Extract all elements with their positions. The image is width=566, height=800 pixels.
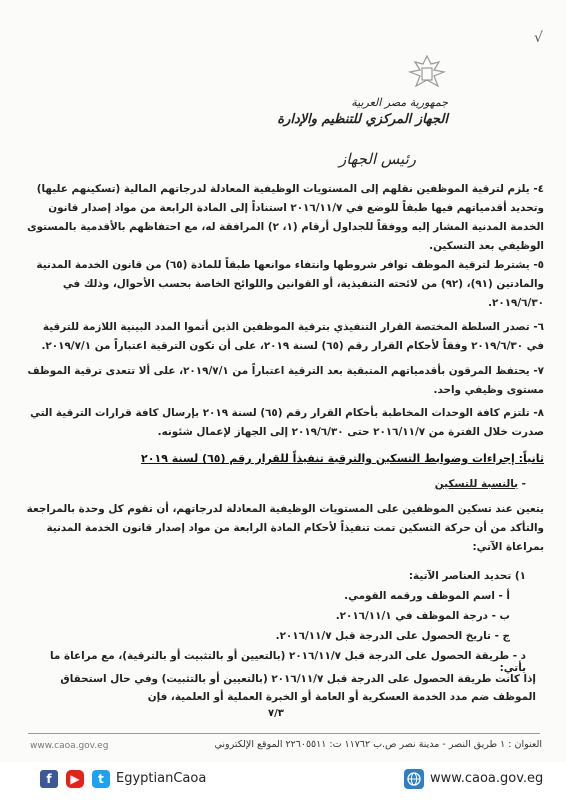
list-bullet-item: إذا كانت طريقة الحصول على الدرجة قبل ٢٠١٦/١١/٧ (بالتعيين أو بالتثبيت) وفي حال استحقاق الموظف ضم مدد الخدمة العسكرية أو العامة أو الخبرة العملية أو العلمية، فإن	[60, 673, 536, 703]
globe-icon[interactable]	[404, 769, 424, 789]
paragraph-text: يشترط لترقية الموظف توافر شروطها وانتفاء موانعها طبقاً للمادة (٦٥) من قانون الخدمة المدنية والمادتين (٩١)، (٩٢) من لائحته التنفيذية، أو القوانين واللوائح الخاصة بحسب الأحوال، وذلك في ٢٠١٩/٦/٣٠.	[36, 259, 544, 309]
paragraph-8	[24, 404, 544, 442]
paragraph-6	[24, 318, 544, 356]
list-item: أ - اسم الموظف ورقمه القومي.	[344, 590, 510, 602]
paragraph-5	[24, 256, 544, 313]
youtube-icon[interactable]: ▶	[66, 770, 84, 788]
social-handle[interactable]: EgyptianCaoa	[116, 771, 207, 786]
list-item: د - طريقة الحصول على الدرجة قبل ٢٠١٦/١١/٧ (بالتعيين أو بالتثبيت أو بالترقية)، مع مراعاة ما يأتي:	[50, 650, 526, 674]
list-heading: ١) تحديد العناصر الآتية:	[408, 570, 526, 582]
subsection-title: بالنسبة للتسكين	[434, 478, 519, 490]
subsection-text: يتعين عند تسكين الموظفين على المستويات الوظيفية المعادلة لدرجاتهم، أن تقوم كل وحدة بالمراجعة والتأكد من أن حركة التسكين تمت تنفيذاً لأحكام المادة الرابعة من مواد إصدار قانون الخدمة المدنية بمراعاة الآتي:	[26, 503, 544, 553]
paragraph-number: ٤-	[533, 183, 544, 195]
paragraph-number: ٨-	[533, 407, 544, 419]
paragraph-number: ٦-	[533, 321, 544, 333]
paragraph-7	[24, 362, 544, 400]
list-item: ج - تاريخ الحصول على الدرجة قبل ٢٠١٦/١١/٧.	[275, 630, 510, 642]
facebook-icon[interactable]: f	[40, 770, 58, 788]
paragraph-number: ٧-	[533, 365, 544, 377]
section-title: ثانياً: إجراءات وضوابط التسكين والترقية تنفيذاً للقرار رقم (٦٥) لسنة ٢٠١٩	[141, 452, 544, 465]
paragraph-4	[24, 180, 544, 256]
country-name: جمهورية مصر العربية	[351, 96, 448, 109]
twitter-icon[interactable]: t	[92, 770, 110, 788]
paragraph-text: يحتفظ المرقون بأقدمياتهم المتبقية بعد الترقية اعتباراً من ٢٠١٩/٧/١، على ألا تتعدى ترقية الموظف مستوى وظيفي واحد.	[27, 365, 544, 396]
footer-address: العنوان : ١ طريق النصر - مدينة نصر ص.ب ١١٧٦٢ ت: ٢٢٦٠٥٥١١ الموقع الإلكتروني	[214, 739, 542, 750]
paragraph-text: تصدر السلطة المختصة القرار التنفيذي بترقية الموظفين الذين أتموا المدد البينية اللازمة للترقية في ٢٠١٩/٦/٣٠ وفقاً لأحكام القرار رقم (٦٥) لسنة ٢٠١٩، على أن تكون الترقية اعتباراً من ٢٠١٩/٧/١.	[41, 321, 544, 352]
list-item: ب - درجة الموظف في ٢٠١٦/١١/١.	[335, 610, 510, 622]
subsection-heading	[435, 478, 526, 490]
paragraph-text: تلتزم كافة الوحدات المخاطبة بأحكام القرار رقم (٦٥) لسنة ٢٠١٩ بإرسال كافة قرارات الترقية التي صدرت خلال الفترة من ٢٠١٦/١١/٧ حتى ٢٠١٩/٦/٣٠ إلى الجهاز لإعمال شئونه.	[30, 407, 544, 438]
check-mark: √	[534, 30, 543, 46]
paragraph-number: ٥-	[533, 259, 544, 271]
website-link[interactable]: www.caoa.gov.eg	[430, 771, 544, 786]
agency-name: الجهاز المركزي للتنظيم والإدارة	[277, 112, 448, 127]
emblem-icon	[404, 52, 450, 96]
subsection-bullet: -	[521, 478, 526, 490]
page-number: ٧/٣	[268, 708, 284, 719]
footer-divider	[28, 733, 540, 734]
paragraph-text: يلزم لترقية الموظفين نقلهم إلى المستويات الوظيفية المعادلة لدرجاتهم المالية (تسكينهم عليها) وتحديد أقدمياتهم فيها طبقاً للوضع في ٢٠١٦/١١/٧ استناداً إلى المادة الرابعة من مواد إصدار قانون الخدمة المدنية المشار إليه ووفقاً للجداول أرقام (١، ٢) المرافقة له، مع احتفاظهم بالأقدمية بالمستوى الوظيفي بعد التسكين.	[27, 183, 544, 252]
office-title: رئيس الجهاز	[339, 150, 416, 168]
footer-website-small: www.caoa.gov.eg	[30, 741, 109, 751]
